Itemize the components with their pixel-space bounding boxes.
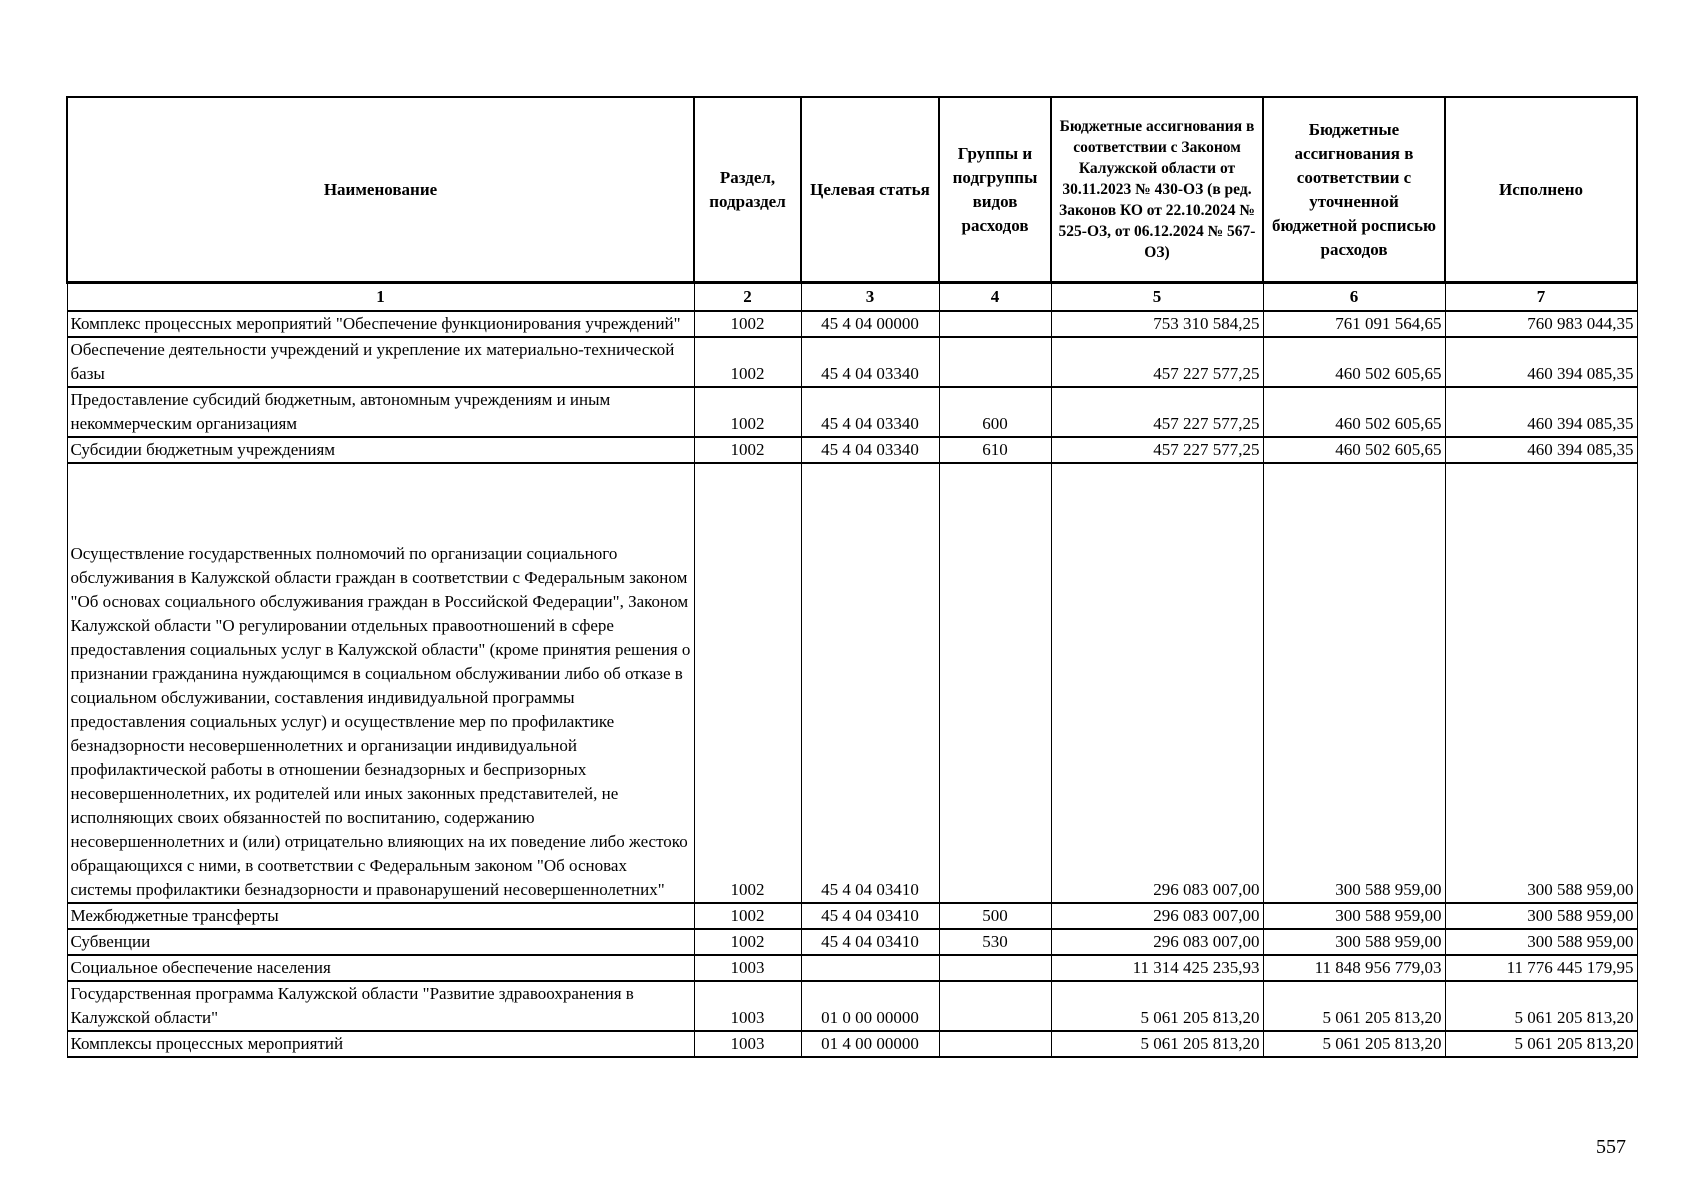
- row-section: 1003: [694, 1031, 801, 1057]
- row-article: 01 0 00 00000: [801, 981, 939, 1031]
- row-group: [939, 981, 1051, 1031]
- row-group: 610: [939, 437, 1051, 463]
- row-group: [939, 1031, 1051, 1057]
- row-name: Субсидии бюджетным учреждениям: [67, 437, 694, 463]
- row-section: 1002: [694, 311, 801, 337]
- header-article: Целевая статья: [801, 97, 939, 283]
- row-name: Межбюджетные трансферты: [67, 903, 694, 929]
- row-law-amount: 296 083 007,00: [1051, 929, 1263, 955]
- row-article: 45 4 04 03410: [801, 903, 939, 929]
- row-executed-amount: 5 061 205 813,20: [1445, 1031, 1637, 1057]
- row-plan-amount: 300 588 959,00: [1263, 463, 1445, 903]
- row-article: 01 4 00 00000: [801, 1031, 939, 1057]
- row-plan-amount: 300 588 959,00: [1263, 929, 1445, 955]
- row-name: Субвенции: [67, 929, 694, 955]
- row-plan-amount: 460 502 605,65: [1263, 437, 1445, 463]
- row-name: Предоставление субсидий бюджетным, автономным учреждениям и иным некоммерческим организациям: [67, 387, 694, 437]
- table-row: [67, 337, 1637, 387]
- column-number-row: [67, 283, 1637, 312]
- row-name: Осуществление государственных полномочий по организации социального обслуживания в Калужской области граждан в соответствии с Федеральным законом "Об основах социального обслуживания граждан в Российской Федерации", Законом Калужской области "О регулировании отдельных правоотношений в сфере предоставления социальных услуг в Калужской области" (кроме принятия решения о признании гражданина нуждающимся в социальном обслуживании либо об отказе в социальном обслуживании, составления индивидуальной программы предоставления социальных услуг) и осуществление мер по профилактике безнадзорности несовершеннолетних и организации индивидуальной профилактической работы в отношении безнадзорных и беспризорных несовершеннолетних, их родителей или иных законных представителей, не исполняющих своих обязанностей по воспитанию, содержанию несовершеннолетних и (или) отрицательно влияющих на их поведение либо жестоко обращающихся с ними, в соответствии с Федеральным законом "Об основах системы профилактики безнадзорности и правонарушений несовершеннолетних": [67, 463, 694, 903]
- row-name: Социальное обеспечение населения: [67, 955, 694, 981]
- row-executed-amount: 460 394 085,35: [1445, 337, 1637, 387]
- row-section: 1002: [694, 337, 801, 387]
- row-plan-amount: 300 588 959,00: [1263, 903, 1445, 929]
- column-number: 4: [939, 283, 1051, 312]
- row-section: 1002: [694, 463, 801, 903]
- row-executed-amount: 11 776 445 179,95: [1445, 955, 1637, 981]
- row-law-amount: 11 314 425 235,93: [1051, 955, 1263, 981]
- table-row: [67, 981, 1637, 1031]
- row-group: 530: [939, 929, 1051, 955]
- column-number: 1: [67, 283, 694, 312]
- header-plan-allocation: Бюджетные ассигнования в соответствии с уточненной бюджетной росписью расходов: [1263, 97, 1445, 283]
- table-row: [67, 1031, 1637, 1057]
- row-law-amount: 457 227 577,25: [1051, 387, 1263, 437]
- table-row: [67, 437, 1637, 463]
- row-executed-amount: 300 588 959,00: [1445, 903, 1637, 929]
- column-number: 2: [694, 283, 801, 312]
- row-group: 600: [939, 387, 1051, 437]
- header-law-allocation: Бюджетные ассигнования в соответствии с Законом Калужской области от 30.11.2023 № 430-ОЗ (в ред. Законов КО от 22.10.2024 № 525-ОЗ, от 06.12.2024 № 567-ОЗ): [1051, 97, 1263, 283]
- table-row: [67, 929, 1637, 955]
- row-section: 1002: [694, 929, 801, 955]
- row-law-amount: 457 227 577,25: [1051, 337, 1263, 387]
- row-plan-amount: 5 061 205 813,20: [1263, 1031, 1445, 1057]
- row-article: 45 4 04 03340: [801, 437, 939, 463]
- row-article: 45 4 04 03410: [801, 929, 939, 955]
- header-row: [67, 97, 1637, 283]
- row-executed-amount: 460 394 085,35: [1445, 437, 1637, 463]
- table-row: [67, 903, 1637, 929]
- row-plan-amount: 761 091 564,65: [1263, 311, 1445, 337]
- row-name: Государственная программа Калужской области "Развитие здравоохранения в Калужской области": [67, 981, 694, 1031]
- row-executed-amount: 760 983 044,35: [1445, 311, 1637, 337]
- row-group: [939, 463, 1051, 903]
- row-section: 1002: [694, 903, 801, 929]
- row-executed-amount: 5 061 205 813,20: [1445, 981, 1637, 1031]
- header-name: Наименование: [67, 97, 694, 283]
- row-law-amount: 457 227 577,25: [1051, 437, 1263, 463]
- header-group: Группы и подгруппы видов расходов: [939, 97, 1051, 283]
- row-plan-amount: 11 848 956 779,03: [1263, 955, 1445, 981]
- row-name: Обеспечение деятельности учреждений и укрепление их материально-технической базы: [67, 337, 694, 387]
- row-section: 1003: [694, 981, 801, 1031]
- header-section: Раздел, подраздел: [694, 97, 801, 283]
- table-row: [67, 387, 1637, 437]
- row-name: Комплекс процессных мероприятий "Обеспечение функционирования учреждений": [67, 311, 694, 337]
- header-executed: Исполнено: [1445, 97, 1637, 283]
- row-group: [939, 955, 1051, 981]
- row-executed-amount: 460 394 085,35: [1445, 387, 1637, 437]
- row-law-amount: 296 083 007,00: [1051, 463, 1263, 903]
- row-article: [801, 955, 939, 981]
- table-row: [67, 955, 1637, 981]
- column-number: 3: [801, 283, 939, 312]
- column-number: 7: [1445, 283, 1637, 312]
- row-article: 45 4 04 00000: [801, 311, 939, 337]
- row-article: 45 4 04 03340: [801, 387, 939, 437]
- row-group: [939, 311, 1051, 337]
- row-plan-amount: 5 061 205 813,20: [1263, 981, 1445, 1031]
- row-section: 1003: [694, 955, 801, 981]
- row-section: 1002: [694, 437, 801, 463]
- table-row: [67, 311, 1637, 337]
- row-executed-amount: 300 588 959,00: [1445, 929, 1637, 955]
- row-name: Комплексы процессных мероприятий: [67, 1031, 694, 1057]
- column-number: 6: [1263, 283, 1445, 312]
- row-plan-amount: 460 502 605,65: [1263, 387, 1445, 437]
- row-article: 45 4 04 03340: [801, 337, 939, 387]
- row-law-amount: 5 061 205 813,20: [1051, 1031, 1263, 1057]
- page-number: 557: [1596, 1136, 1626, 1158]
- budget-table: [66, 96, 1638, 1058]
- row-executed-amount: 300 588 959,00: [1445, 463, 1637, 903]
- row-law-amount: 753 310 584,25: [1051, 311, 1263, 337]
- row-plan-amount: 460 502 605,65: [1263, 337, 1445, 387]
- row-article: 45 4 04 03410: [801, 463, 939, 903]
- column-number: 5: [1051, 283, 1263, 312]
- table-row: [67, 463, 1637, 903]
- row-section: 1002: [694, 387, 801, 437]
- budget-sheet: [66, 96, 1638, 1058]
- row-group: 500: [939, 903, 1051, 929]
- row-group: [939, 337, 1051, 387]
- row-law-amount: 296 083 007,00: [1051, 903, 1263, 929]
- row-law-amount: 5 061 205 813,20: [1051, 981, 1263, 1031]
